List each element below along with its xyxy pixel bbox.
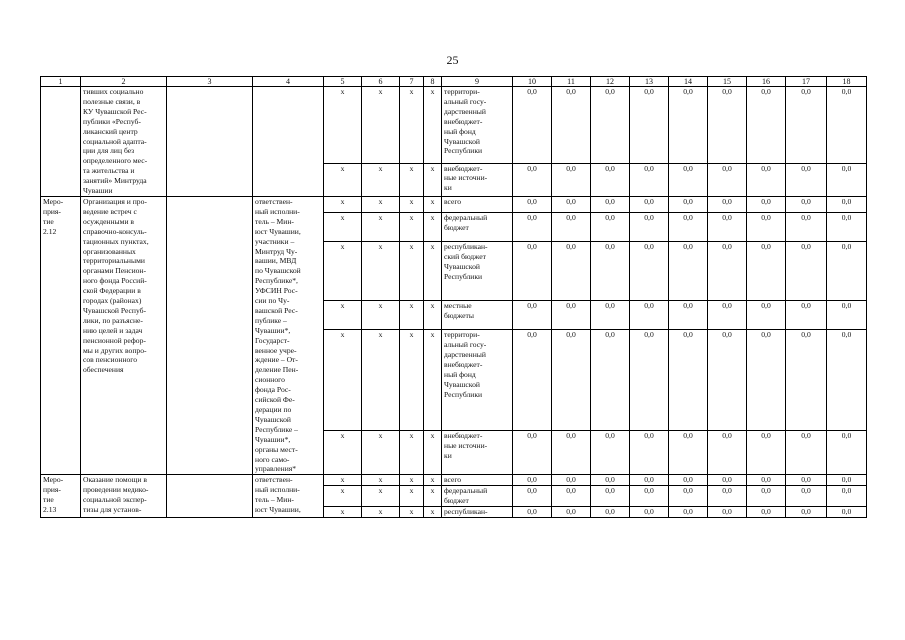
funding-source-cell: местные бюджеты [442, 300, 513, 330]
value-cell: 0,0 [591, 196, 630, 212]
value-cell: 0,0 [708, 87, 747, 164]
value-cell: 0,0 [630, 87, 669, 164]
value-cell: 0,0 [630, 507, 669, 518]
value-cell: 0,0 [747, 242, 786, 300]
col-number: 11 [552, 77, 591, 87]
x-mark-cell: x [424, 486, 442, 507]
value-cell: 0,0 [552, 475, 591, 486]
value-cell: 0,0 [669, 431, 708, 475]
x-mark-cell: x [424, 196, 442, 212]
value-cell: 0,0 [827, 507, 867, 518]
value-cell: 0,0 [786, 212, 827, 242]
value-cell: 0,0 [786, 431, 827, 475]
measure-label-cell: Меро- прия- тие 2.13 [41, 475, 81, 518]
value-cell: 0,0 [747, 300, 786, 330]
value-cell: 0,0 [513, 163, 552, 196]
value-cell: 0,0 [786, 330, 827, 431]
table-row [41, 87, 867, 164]
value-cell: 0,0 [591, 87, 630, 164]
x-mark-cell: x [400, 196, 424, 212]
value-cell: 0,0 [669, 163, 708, 196]
value-cell: 0,0 [513, 330, 552, 431]
value-cell: 0,0 [708, 431, 747, 475]
x-mark-cell: x [424, 300, 442, 330]
value-cell: 0,0 [630, 242, 669, 300]
executor-cell: ответствен- ный исполни- тель – Мин- юст Чувашии, участники – Минтруд Чу- вашии, МВД по Чувашской Республике*, УФСИН Рос- сии по Чу- вашской Рес- публике – Чувашии*, Государст- венное учре- ждение – От- деление Пен- сионного фонда Рос- сийской Фе- дерации по Чувашской Республике – Чувашии*, органы мест- ного само- управления* [253, 196, 324, 474]
value-cell: 0,0 [669, 475, 708, 486]
value-cell: 0,0 [827, 196, 867, 212]
col-number: 1 [41, 77, 81, 87]
value-cell: 0,0 [669, 196, 708, 212]
x-mark-cell: x [362, 196, 400, 212]
value-cell: 0,0 [827, 330, 867, 431]
value-cell: 0,0 [747, 475, 786, 486]
value-cell: 0,0 [552, 431, 591, 475]
value-cell: 0,0 [747, 163, 786, 196]
value-cell: 0,0 [552, 300, 591, 330]
x-mark-cell: x [400, 475, 424, 486]
value-cell: 0,0 [827, 431, 867, 475]
x-mark-cell: x [324, 163, 362, 196]
x-mark-cell: x [362, 212, 400, 242]
value-cell: 0,0 [513, 475, 552, 486]
value-cell: 0,0 [669, 87, 708, 164]
value-cell: 0,0 [552, 507, 591, 518]
value-cell: 0,0 [708, 330, 747, 431]
value-cell: 0,0 [708, 242, 747, 300]
value-cell: 0,0 [747, 87, 786, 164]
value-cell: 0,0 [708, 163, 747, 196]
x-mark-cell: x [362, 431, 400, 475]
col-number: 15 [708, 77, 747, 87]
value-cell: 0,0 [513, 242, 552, 300]
x-mark-cell: x [424, 330, 442, 431]
funding-source-cell: внебюджет- ные источни- ки [442, 431, 513, 475]
x-mark-cell: x [324, 242, 362, 300]
value-cell: 0,0 [786, 196, 827, 212]
measure-name-cell: Организация и про- ведение встреч с осужденными в справочно-консуль- тационных пунктах, организованных территориальными органами Пенсион- ного фонда Россий- ской Федерации в городах (районах) Чувашской Респуб- лики, по разъясне- нию целей и задач пенсионной рефор- мы и других вопро- сов пенсионного обеспечения [81, 196, 167, 474]
value-cell: 0,0 [630, 300, 669, 330]
value-cell: 0,0 [786, 300, 827, 330]
col-number: 18 [827, 77, 867, 87]
value-cell: 0,0 [552, 196, 591, 212]
value-cell: 0,0 [513, 196, 552, 212]
col-number: 13 [630, 77, 669, 87]
value-cell: 0,0 [747, 486, 786, 507]
value-cell: 0,0 [827, 87, 867, 164]
funding-source-cell: всего [442, 196, 513, 212]
value-cell: 0,0 [591, 242, 630, 300]
value-cell: 0,0 [786, 87, 827, 164]
x-mark-cell: x [324, 330, 362, 431]
value-cell: 0,0 [591, 163, 630, 196]
x-mark-cell: x [362, 507, 400, 518]
x-mark-cell: x [400, 163, 424, 196]
value-cell: 0,0 [513, 486, 552, 507]
x-mark-cell: x [424, 507, 442, 518]
x-mark-cell: x [424, 242, 442, 300]
value-cell: 0,0 [630, 475, 669, 486]
funding-source-cell: внебюджет- ные источни- ки [442, 163, 513, 196]
value-cell: 0,0 [747, 431, 786, 475]
col-number: 6 [362, 77, 400, 87]
x-mark-cell: x [324, 87, 362, 164]
value-cell: 0,0 [630, 212, 669, 242]
value-cell: 0,0 [630, 330, 669, 431]
x-mark-cell: x [362, 242, 400, 300]
value-cell: 0,0 [708, 196, 747, 212]
value-cell: 0,0 [591, 212, 630, 242]
x-mark-cell: x [400, 300, 424, 330]
measure-name-cell: Оказание помощи в проведении медико- социальной экспер- тизы для установ- [81, 475, 167, 518]
value-cell: 0,0 [708, 486, 747, 507]
value-cell: 0,0 [827, 242, 867, 300]
value-cell: 0,0 [669, 300, 708, 330]
x-mark-cell: x [362, 486, 400, 507]
value-cell: 0,0 [552, 242, 591, 300]
value-cell: 0,0 [827, 300, 867, 330]
value-cell: 0,0 [786, 475, 827, 486]
col-number: 16 [747, 77, 786, 87]
col-number: 14 [669, 77, 708, 87]
value-cell: 0,0 [708, 507, 747, 518]
value-cell: 0,0 [630, 486, 669, 507]
value-cell: 0,0 [669, 507, 708, 518]
value-cell: 0,0 [552, 486, 591, 507]
x-mark-cell: x [362, 163, 400, 196]
value-cell: 0,0 [630, 431, 669, 475]
column-number-row [41, 77, 867, 87]
col-number: 12 [591, 77, 630, 87]
table-row [41, 475, 867, 486]
value-cell: 0,0 [513, 212, 552, 242]
x-mark-cell: x [400, 212, 424, 242]
x-mark-cell: x [324, 431, 362, 475]
col-number: 7 [400, 77, 424, 87]
col-number: 8 [424, 77, 442, 87]
value-cell: 0,0 [827, 212, 867, 242]
value-cell: 0,0 [513, 87, 552, 164]
x-mark-cell: x [362, 87, 400, 164]
value-cell: 0,0 [552, 87, 591, 164]
x-mark-cell: x [424, 475, 442, 486]
funding-source-cell: федеральный бюджет [442, 486, 513, 507]
x-mark-cell: x [400, 87, 424, 164]
x-mark-cell: x [362, 300, 400, 330]
x-mark-cell: x [324, 212, 362, 242]
x-mark-cell: x [400, 507, 424, 518]
col-number: 10 [513, 77, 552, 87]
value-cell: 0,0 [669, 486, 708, 507]
col-number: 4 [253, 77, 324, 87]
value-cell: 0,0 [513, 507, 552, 518]
x-mark-cell: x [424, 212, 442, 242]
funding-source-cell: республикан- [442, 507, 513, 518]
value-cell: 0,0 [591, 300, 630, 330]
value-cell: 0,0 [827, 475, 867, 486]
x-mark-cell: x [424, 163, 442, 196]
value-cell: 0,0 [827, 163, 867, 196]
funding-source-cell: территори- альный госу- дарственный внебюджет- ный фонд Чувашской Республики [442, 330, 513, 431]
funding-source-cell: республикан- ский бюджет Чувашской Республики [442, 242, 513, 300]
value-cell: 0,0 [747, 507, 786, 518]
value-cell: 0,0 [513, 431, 552, 475]
measure-label-cell: Меро- прия- тие 2.12 [41, 196, 81, 474]
value-cell: 0,0 [630, 196, 669, 212]
executor-cell: ответствен- ный исполни- тель – Мин- юст Чувашии, [253, 475, 324, 518]
indicator-cell [167, 196, 253, 474]
funding-source-cell: федеральный бюджет [442, 212, 513, 242]
executor-cell [253, 87, 324, 197]
x-mark-cell: x [324, 486, 362, 507]
indicator-cell [167, 87, 253, 197]
value-cell: 0,0 [552, 212, 591, 242]
value-cell: 0,0 [591, 507, 630, 518]
x-mark-cell: x [324, 300, 362, 330]
value-cell: 0,0 [591, 475, 630, 486]
x-mark-cell: x [400, 431, 424, 475]
x-mark-cell: x [424, 87, 442, 164]
col-number: 5 [324, 77, 362, 87]
funding-source-cell: всего [442, 475, 513, 486]
x-mark-cell: x [362, 330, 400, 431]
value-cell: 0,0 [786, 507, 827, 518]
value-cell: 0,0 [708, 475, 747, 486]
value-cell: 0,0 [786, 242, 827, 300]
x-mark-cell: x [400, 486, 424, 507]
table-row [41, 196, 867, 212]
value-cell: 0,0 [591, 330, 630, 431]
measure-name-cell: тивших социально полезные связи, в КУ Чувашской Рес- публики «Респуб- ликанский центр социальной адапта- ции для лиц без определенного мес- та жительства и занятий» Минтруда Чувашии [81, 87, 167, 197]
x-mark-cell: x [324, 475, 362, 486]
x-mark-cell: x [362, 475, 400, 486]
value-cell: 0,0 [747, 330, 786, 431]
value-cell: 0,0 [591, 486, 630, 507]
x-mark-cell: x [400, 242, 424, 300]
value-cell: 0,0 [552, 330, 591, 431]
col-number: 17 [786, 77, 827, 87]
indicator-cell [167, 475, 253, 518]
value-cell: 0,0 [747, 212, 786, 242]
value-cell: 0,0 [786, 163, 827, 196]
x-mark-cell: x [324, 196, 362, 212]
col-number: 3 [167, 77, 253, 87]
value-cell: 0,0 [669, 242, 708, 300]
value-cell: 0,0 [827, 486, 867, 507]
measure-label-cell [41, 87, 81, 197]
x-mark-cell: x [424, 431, 442, 475]
value-cell: 0,0 [552, 163, 591, 196]
funding-source-cell: территори- альный госу- дарственный внебюджет- ный фонд Чувашской Республики [442, 87, 513, 164]
value-cell: 0,0 [669, 212, 708, 242]
value-cell: 0,0 [747, 196, 786, 212]
x-mark-cell: x [400, 330, 424, 431]
value-cell: 0,0 [708, 300, 747, 330]
page-number: 25 [446, 53, 459, 67]
value-cell: 0,0 [786, 486, 827, 507]
table-body [41, 77, 867, 518]
value-cell: 0,0 [708, 212, 747, 242]
col-number: 2 [81, 77, 167, 87]
value-cell: 0,0 [669, 330, 708, 431]
col-number: 9 [442, 77, 513, 87]
x-mark-cell: x [324, 507, 362, 518]
value-cell: 0,0 [591, 431, 630, 475]
value-cell: 0,0 [630, 163, 669, 196]
value-cell: 0,0 [513, 300, 552, 330]
program-table [40, 76, 867, 518]
